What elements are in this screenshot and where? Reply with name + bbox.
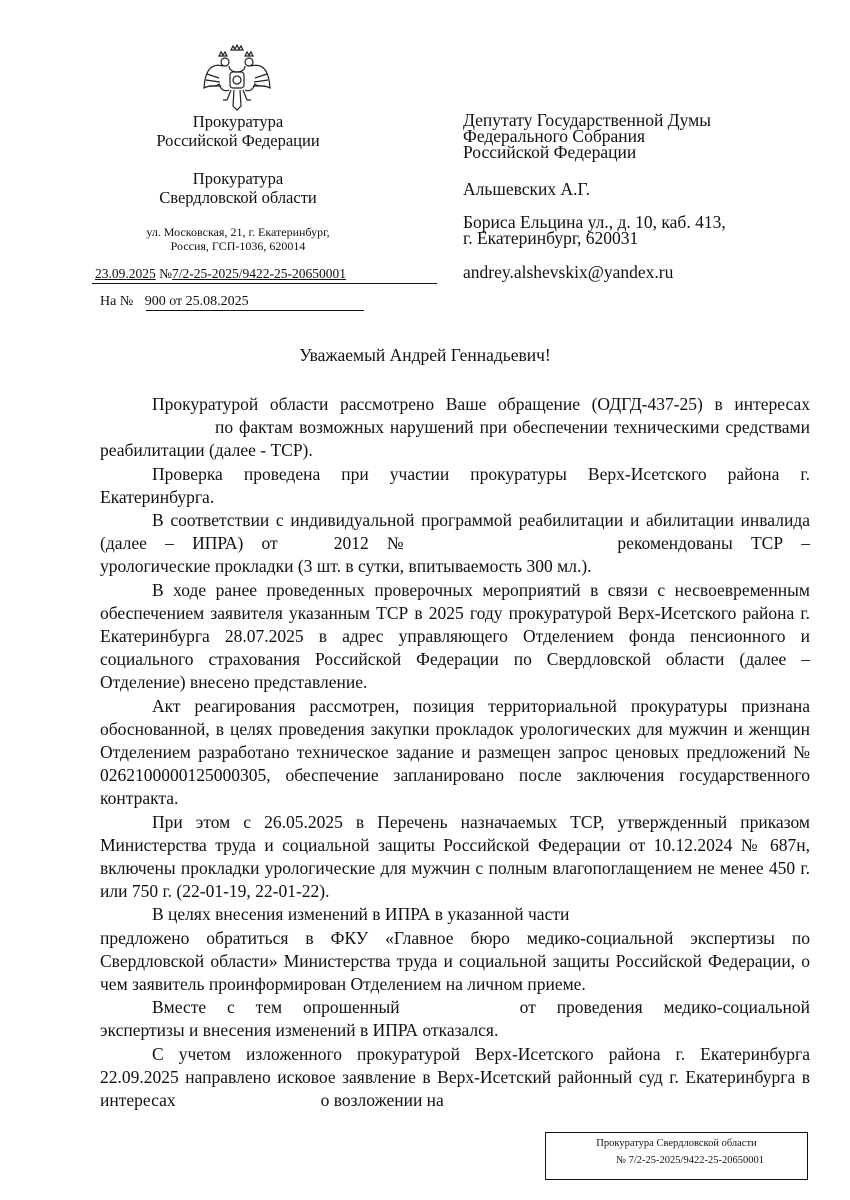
- paragraph-3: [100, 509, 810, 579]
- sender-address-line1: ул. Московская, 21, г. Екатеринбург,: [146, 225, 330, 239]
- paragraph-7-line-1: В целях внесения изменений в ИПРА в указанной части: [152, 904, 570, 925]
- paragraph-1-part-a: Прокуратурой области рассмотрено Ваше обращение (ОДГД-437-25) в интересах: [152, 394, 810, 414]
- paragraph-3-part-b: 2012 №: [333, 533, 418, 554]
- registration-number: 7/2-25-2025/9422-25-20650001: [172, 266, 346, 281]
- coat-of-arms-icon: [201, 44, 273, 114]
- paragraph-8-part-a: Вместе с тем опрошенный: [152, 997, 400, 1018]
- recipient-line1: Депутату Государственной Думы: [463, 110, 711, 130]
- recipient-email: andrey.alshevskix@yandex.ru: [463, 262, 674, 282]
- stamp-line2: № 7/2-25-2025/9422-25-20650001: [616, 1155, 764, 1166]
- paragraph-1: [100, 393, 810, 463]
- stamp-line1: Прокуратура Свердловской области: [596, 1138, 757, 1149]
- recipient-line3: Российской Федерации: [463, 142, 637, 162]
- sender-address: [100, 225, 376, 253]
- registration-line: [95, 266, 437, 282]
- registration-number-sign: №: [159, 266, 173, 281]
- reference-prefix: На №: [100, 294, 134, 309]
- paragraph-4: В ходе ранее проведенных проверочных мероприятий в связи с несвоевременным обеспечением заявителя указанным ТСР в 2025 году прокуратурой Верх-Исетского района г. Екатеринбурга 28.07.2025 в адрес управляющего Отделением фонда пенсионного и социального страхования Российской Федерации по Свердловской области (далее – Отделение) внесено представление.: [100, 579, 810, 693]
- sender-org2-line1: Прокуратура: [192, 169, 284, 188]
- recipient-address: [463, 214, 823, 246]
- paragraph-3-part-a: В соответствии с индивидуальной программой реабилитации и абилитации инвалида (далее – ИПРА) от: [100, 510, 810, 554]
- registration-date: 23.09.2025: [95, 266, 156, 281]
- recipient-address-line2: г. Екатеринбург, 620031: [463, 228, 639, 248]
- paragraph-7-rest: предложено обратиться в ФКУ «Главное бюро медико-социальной экспертизы по Свердловской области» Министерства труда и социальной защиты Российской Федерации, о чем заявитель проинформирован Отделением на личном приеме.: [100, 927, 810, 995]
- recipient-title: [463, 112, 823, 160]
- paragraph-3-part-c: рекомендованы ТСР – урологические прокладки (3 шт. в сутки, впитываемость 300 мл.).: [100, 533, 810, 577]
- registration-underline: [92, 283, 437, 284]
- recipient-name: Альшевских А.Г.: [463, 179, 591, 199]
- paragraph-2: Проверка проведена при участии прокуратуры Верх-Исетского района г. Екатеринбурга.: [100, 463, 810, 507]
- paragraph-6: При этом с 26.05.2025 в Перечень назначаемых ТСР, утвержденный приказом Министерства труда и социальной защиты Российской Федерации от 10.12.2024 № 687н, включены прокладки урологические для мужчин с полным влагопоглащением не менее 450 г. или 750 г. (22-01-19, 22-01-22).: [100, 811, 810, 902]
- reference-underline: [146, 310, 364, 311]
- greeting: Уважаемый Андрей Геннадьевич!: [299, 345, 551, 365]
- registration-stamp: [545, 1132, 808, 1180]
- sender-org-russia: [100, 112, 376, 150]
- sender-address-line2: Россия, ГСП-1036, 620014: [170, 239, 306, 253]
- reference-line: [100, 294, 249, 310]
- reference-value: 900 от 25.08.2025: [144, 294, 249, 309]
- paragraph-9-part-b: о возложении на: [320, 1090, 444, 1111]
- sender-org1-line2: Российской Федерации: [156, 131, 320, 150]
- paragraph-9: [100, 1043, 810, 1113]
- paragraph-9-part-a: С учетом изложенного прокуратурой Верх-Исетского района г. Екатеринбурга 22.09.2025 направлено исковое заявление в Верх-Исетский районный суд г. Екатеринбурга в интересах: [100, 1043, 810, 1111]
- sender-org2-line2: Свердловской области: [159, 188, 317, 207]
- recipient-line2: Федерального Собрания: [463, 126, 646, 146]
- sender-org-sverdlovsk: [100, 169, 376, 207]
- paragraph-8-part-b: от проведения медико-социальной экспертизы и внесения изменений в ИПРА отказался.: [100, 997, 810, 1041]
- sender-org1-line1: Прокуратура: [192, 112, 284, 131]
- letter-body: [100, 393, 810, 1112]
- paragraph-8: [100, 996, 810, 1042]
- recipient-address-line1: Бориса Ельцина ул., д. 10, каб. 413,: [463, 212, 726, 232]
- paragraph-1-part-b: по фактам возможных нарушений при обеспечении техническими средствами реабилитации (далее - ТСР).: [100, 417, 810, 461]
- paragraph-5: Акт реагирования рассмотрен, позиция территориальной прокуратуры признана обоснованной, в целях проведения закупки прокладок урологических для мужчин и женщин Отделением разработано техническое задание и размещен запрос ценовых предложений № 0262100000125000305, обеспечение запланировано после заключения государственного контракта.: [100, 695, 810, 809]
